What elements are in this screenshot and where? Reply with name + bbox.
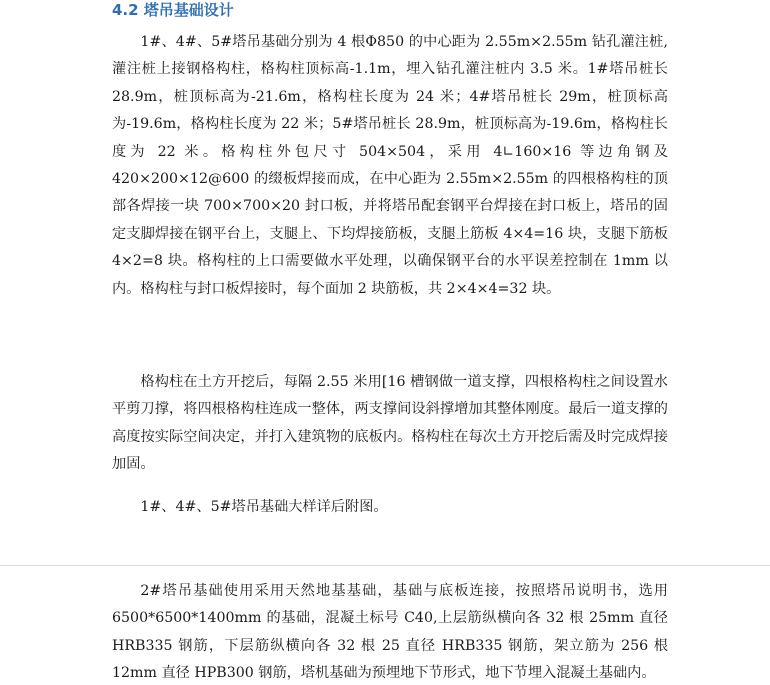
section-heading: 4.2 塔吊基础设计 <box>112 1 234 19</box>
paragraph-detail-drawing-note: 1#、4#、5#塔吊基础大样详后附图。 <box>140 499 388 515</box>
paragraph-tower-crane-piles: 1#、4#、5#塔吊基础分别为 4 根Φ850 的中心距为 2.55m×2.55m 钻孔灌注桩,灌注桩上接钢格构柱，格构柱顶标高-1.1m，埋入钻孔灌注桩内 3.5 米。1#塔吊桩长 28.9m，桩顶标高为-21.6m，格构柱长度为 24 米；4#塔吊桩长 29m，桩顶标高为-19.6m，格构柱长度为 22 米；5#塔吊桩长 28.9m，桩顶标高为-19.6m，格构柱长度为 22 米。格构柱外包尺寸 504×504，采用 4∟160×16 等边角钢及 420×200×12@600 的缀板焊接而成，在中心距为 2.55m×2.55m 的四根格构柱的顶部各焊接一块 700×700×20 封口板，并将塔吊配套钢平台焊接在封口板上，塔吊的固定支脚焊接在钢平台上，支腿上、下均焊接筋板，支腿上筋板 4×4=16 块，支腿下筋板 4×2=8 块。格构柱的上口需要做水平处理，以确保钢平台的水平误差控制在 1mm 以内。格构柱与封口板焊接时，每个面加 2 块筋板，共 2×4×4=32 块。 <box>112 34 668 297</box>
paragraph-lattice-column-bracing: 格构柱在土方开挖后，每隔 2.55 米用[16 槽钢做一道支撑，四根格构柱之间设置水平剪刀撑，将四根格构柱连成一整体，两支撑间设斜撑增加其整体刚度。最后一道支撑的高度按实际空间决定，并打入建筑物的底板内。格构柱在每次土方开挖后需及时完成焊接加固。 <box>112 374 668 473</box>
paragraph-crane-2-foundation: 2#塔吊基础使用采用天然地基基础，基础与底板连接，按照塔吊说明书，选用 6500*6500*1400mm 的基础，混凝土标号 C40,上层筋纵横向各 32 根 25mm 直径 HRB335 钢筋，下层筋纵横向各 32 根 25 直径 HRB335 钢筋，架立筋为 256 根 12mm 直径 HPB300 钢筋，塔机基础为预埋地下节形式，地下节埋入混凝土基础内。 <box>112 583 668 682</box>
document-page-2 <box>0 571 770 685</box>
